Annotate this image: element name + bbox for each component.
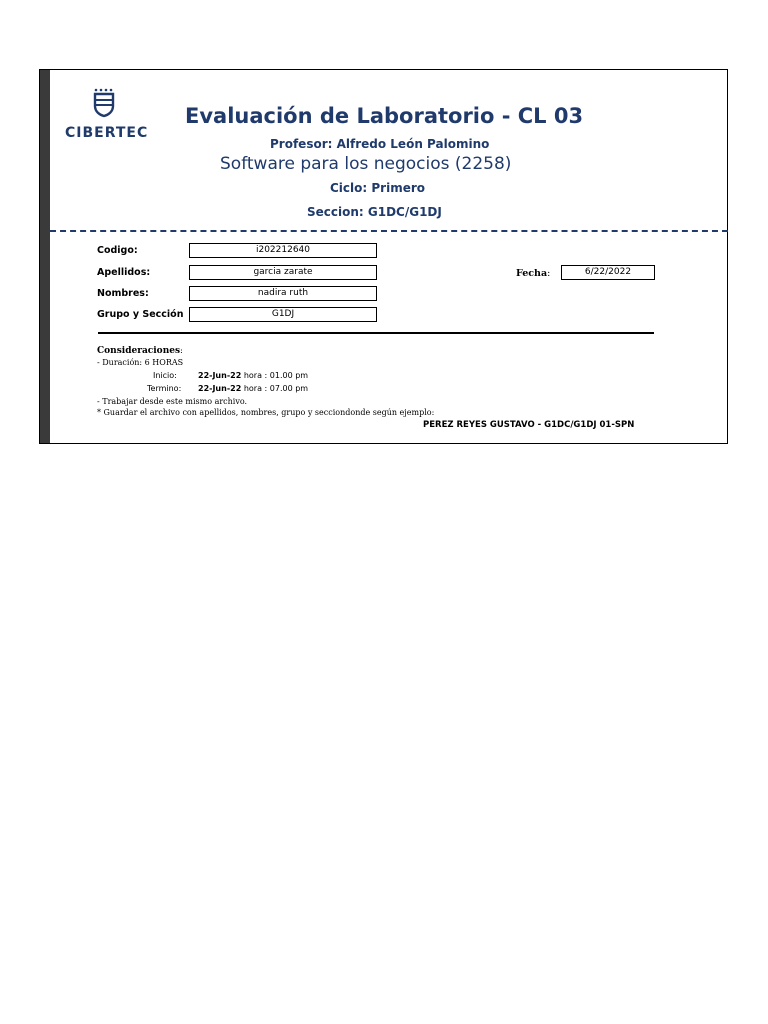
course-name: Software para los negocios (2258) — [220, 154, 512, 174]
codigo-field[interactable]: i202212640 — [189, 243, 377, 258]
note-save-file: * Guardar el archivo con apellidos, nombres, grupo y secciondonde según ejemplo: — [97, 408, 435, 417]
end-value — [198, 384, 308, 393]
professor-name: Profesor: Alfredo León Palomino — [270, 137, 490, 151]
codigo-label: Codigo: — [97, 245, 138, 256]
horizontal-rule — [98, 332, 654, 334]
start-value — [198, 371, 308, 380]
start-date: 22-Jun-22 — [198, 371, 242, 380]
fecha-label-text: Fecha — [516, 268, 548, 279]
cibertec-logo — [58, 88, 148, 148]
cycle-label: Ciclo: Primero — [330, 181, 425, 195]
evaluation-sheet — [39, 69, 728, 444]
start-time: hora : 01.00 pm — [243, 371, 309, 380]
considerations-title: Consideraciones — [97, 346, 181, 356]
fecha-label — [516, 268, 550, 279]
sheet-left-bar — [40, 70, 50, 443]
fecha-label-separator: : — [547, 268, 551, 279]
considerations-title-colon: : — [180, 346, 183, 356]
note-work-same-file: - Trabajar desde este mismo archivo. — [97, 397, 248, 406]
dashed-divider — [50, 230, 728, 232]
apellidos-field[interactable]: garcia zarate — [189, 265, 377, 280]
apellidos-label: Apellidos: — [97, 267, 151, 278]
end-time: hora : 07.00 pm — [243, 384, 309, 393]
end-date: 22-Jun-22 — [198, 384, 242, 393]
logo-text: CIBERTEC — [65, 125, 149, 141]
end-label: Termino: — [147, 384, 182, 393]
filename-example: PEREZ REYES GUSTAVO - G1DC/G1DJ 01-SPN — [423, 420, 635, 430]
grupo-label: Grupo y Sección — [97, 309, 184, 320]
fecha-field[interactable]: 6/22/2022 — [561, 265, 655, 280]
nombres-field[interactable]: nadira ruth — [189, 286, 377, 301]
duration-text: - Duración: 6 HORAS — [97, 358, 184, 367]
start-label: Inicio: — [153, 371, 177, 380]
page-title: Evaluación de Laboratorio - CL 03 — [185, 104, 584, 128]
shield-crest-icon — [92, 88, 116, 118]
grupo-field[interactable]: G1DJ — [189, 307, 377, 322]
nombres-label: Nombres: — [97, 288, 149, 299]
section-label: Seccion: G1DC/G1DJ — [307, 205, 442, 219]
considerations-title-row — [97, 346, 183, 356]
